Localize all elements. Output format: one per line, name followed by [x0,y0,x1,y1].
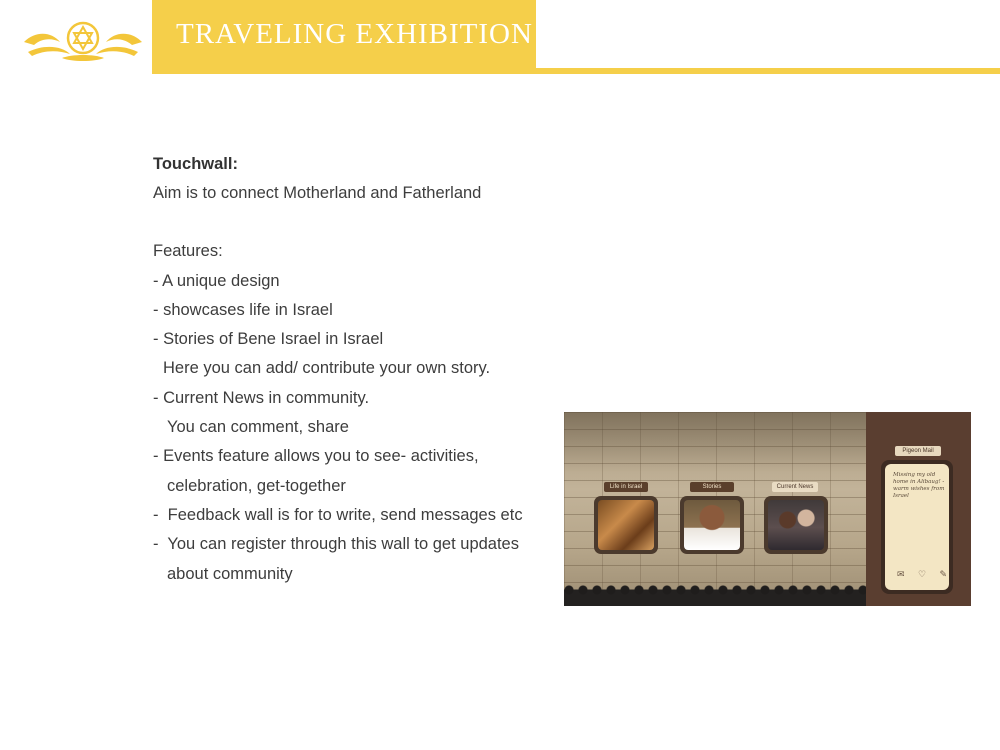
body-line: - Events feature allows you to see- activities, [153,447,479,466]
panel-photo [598,500,654,550]
star-of-david-emblem-icon [22,12,144,64]
like-icon[interactable]: ♡ [917,569,927,579]
panel-label-stories: Stories [690,482,734,492]
chat-icon[interactable]: ✎ [939,569,947,579]
panel-photo [684,500,740,550]
section-heading: Touchwall: [153,155,238,173]
body-line: - You can register through this wall to get updates [153,535,519,554]
body-line: Here you can add/ contribute your own story. [163,359,491,378]
body-line: Aim is to connect Motherland and Fatherland [153,184,482,202]
panel-photo [768,500,824,550]
body-line: You can comment, share [167,418,349,437]
panel-label-life-in-israel: Life in Israel [604,482,648,492]
panel-stories[interactable] [680,496,744,554]
body-line: - showcases life in Israel [153,300,333,319]
body-line: about community [167,564,293,583]
page-title: TRAVELING EXHIBITION [176,18,533,50]
note-text: Missing my old home in Alibaug! - warm wishes from Israel [893,472,945,499]
header-divider [536,68,1000,74]
note-actions [897,569,947,580]
spacer [153,208,553,237]
crowd-silhouette [564,584,866,606]
panel-life-in-israel[interactable] [594,496,658,554]
panel-current-news[interactable] [764,496,828,554]
body-line: - Current News in community. [153,388,370,407]
body-line: - Feedback wall is for to write, send messages etc [153,505,523,524]
pigeon-mail-note[interactable] [881,460,953,594]
body-line: celebration, get-together [167,476,346,495]
body-line: Features: [153,242,223,261]
body-line: - A unique design [153,271,280,290]
note-paper [885,464,949,590]
description-block [153,150,553,589]
pigeon-mail-label: Pigeon Mail [895,446,941,456]
wall-shading [564,412,866,472]
panel-label-current-news: Current News [772,482,818,492]
mail-icon[interactable]: ✉ [897,569,905,579]
body-line: - Stories of Bene Israel in Israel [153,330,384,349]
